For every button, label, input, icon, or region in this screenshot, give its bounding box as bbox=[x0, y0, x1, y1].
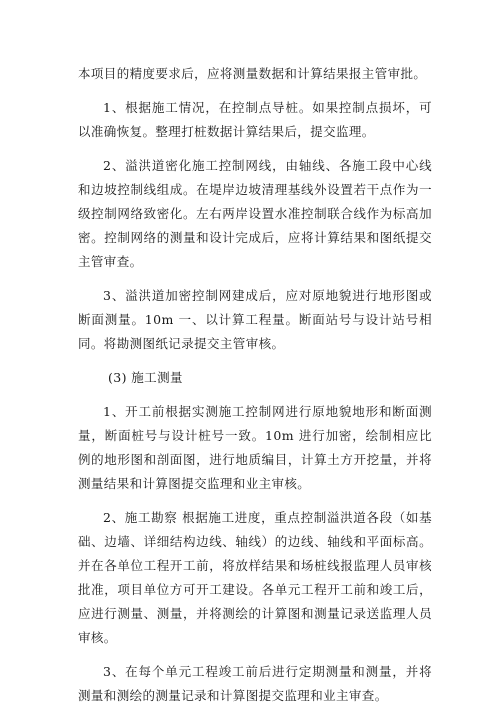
section-heading: (3) 施工测量 bbox=[108, 370, 183, 385]
paragraph-item-3: 3、溢洪道加密控制网建成后，应对原地貌进行地形图或断面测量。10m 一、以计算工程量。断面站号与设计站号相同。将勘测图纸记录提交主管审核。 bbox=[78, 288, 432, 351]
paragraph-item-6: 3、在每个单元工程竣工前后进行定期测量和测量，并将测量和测绘的测量记录和计算图提交监理和业主审查。 bbox=[78, 664, 432, 703]
document-page bbox=[78, 62, 432, 708]
paragraph-item-5: 2、施工勘察 根据施工进度，重点控制溢洪道各段（如基础、边墙、详细结构边线、轴线）的边线、轴线和平面标高。并在各单位工程开工前，将放样结果和场桩线报监理人员审核批准，项目单位方可开工建设。各单元工程开工前和竣工后，应进行测量、测量，并将测绘的计算图和测量记录送监理人员审核。 bbox=[78, 510, 432, 645]
paragraph-item-2: 2、溢洪道密化施工控制网线，由轴线、各施工段中心线和边坡控制线组成。在堤岸边坡清理基线外设置若干点作为一级控制网络致密化。左右两岸设置水准控制联合线作为标高加密。控制网络的测量和设计完成后，应将计算结果和图纸提交主管审查。 bbox=[78, 158, 432, 269]
paragraph-item-1: 1、根据施工情况，在控制点导桩。如果控制点损坏，可以准确恢复。整理打桩数据计算结果后，提交监理。 bbox=[78, 100, 432, 139]
paragraph-continuation: 本项目的精度要求后，应将测量数据和计算结果报主管审批。 bbox=[78, 66, 427, 81]
paragraph-item-4: 1、开工前根据实测施工控制网进行原地貌地形和断面测量，断面桩号与设计桩号一致。10m 进行加密，绘制相应比例的地形图和剖面图，进行地质编目，计算土方开挖量，并将测量结果和计算图提交监理和业主审核。 bbox=[78, 404, 432, 491]
